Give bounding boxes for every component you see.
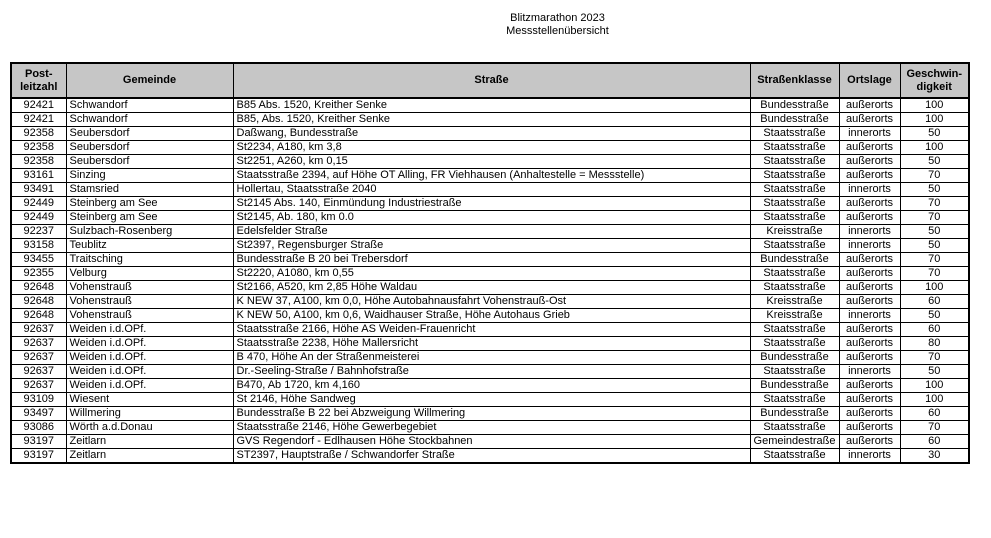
cell-gemeinde: Zeitlarn	[66, 435, 233, 449]
cell-klasse: Bundesstraße	[750, 98, 839, 113]
title-line-2: Messstellenübersicht	[506, 25, 609, 37]
cell-ortslage: innerorts	[839, 365, 900, 379]
cell-ortslage: außerorts	[839, 393, 900, 407]
cell-strasse: K NEW 37, A100, km 0,0, Höhe Autobahnausfahrt Vohenstrauß-Ost	[233, 295, 750, 309]
cell-tempo: 60	[900, 435, 969, 449]
cell-plz: 93161	[11, 169, 66, 183]
cell-klasse: Bundesstraße	[750, 113, 839, 127]
column-header-strasse: Straße	[233, 63, 750, 98]
table-row	[11, 337, 969, 351]
cell-ortslage: außerorts	[839, 253, 900, 267]
cell-gemeinde: Schwandorf	[66, 113, 233, 127]
cell-klasse: Kreisstraße	[750, 295, 839, 309]
cell-gemeinde: Seubersdorf	[66, 155, 233, 169]
cell-tempo: 50	[900, 239, 969, 253]
cell-tempo: 50	[900, 365, 969, 379]
cell-plz: 93497	[11, 407, 66, 421]
table-row	[11, 393, 969, 407]
table-row	[11, 155, 969, 169]
cell-tempo: 60	[900, 407, 969, 421]
cell-klasse: Bundesstraße	[750, 253, 839, 267]
cell-tempo: 100	[900, 281, 969, 295]
cell-tempo: 70	[900, 253, 969, 267]
cell-klasse: Staatsstraße	[750, 211, 839, 225]
cell-strasse: ST2397, Hauptstraße / Schwandorfer Straße	[233, 449, 750, 464]
cell-tempo: 70	[900, 211, 969, 225]
cell-tempo: 60	[900, 323, 969, 337]
cell-gemeinde: Wiesent	[66, 393, 233, 407]
cell-gemeinde: Wörth a.d.Donau	[66, 421, 233, 435]
cell-klasse: Bundesstraße	[750, 407, 839, 421]
cell-klasse: Staatsstraße	[750, 323, 839, 337]
cell-plz: 92421	[11, 98, 66, 113]
cell-klasse: Bundesstraße	[750, 351, 839, 365]
cell-tempo: 50	[900, 183, 969, 197]
cell-strasse: B 470, Höhe An der Straßenmeisterei	[233, 351, 750, 365]
cell-klasse: Staatsstraße	[750, 449, 839, 464]
cell-tempo: 80	[900, 337, 969, 351]
cell-tempo: 50	[900, 309, 969, 323]
cell-tempo: 50	[900, 225, 969, 239]
cell-plz: 92237	[11, 225, 66, 239]
cell-klasse: Staatsstraße	[750, 197, 839, 211]
table-row	[11, 379, 969, 393]
cell-strasse: GVS Regendorf - Edlhausen Höhe Stockbahnen	[233, 435, 750, 449]
column-header-ortslage: Ortslage	[839, 63, 900, 98]
column-header-klasse: Straßenklasse	[750, 63, 839, 98]
cell-ortslage: außerorts	[839, 267, 900, 281]
cell-plz: 93197	[11, 449, 66, 464]
cell-gemeinde: Vohenstrauß	[66, 309, 233, 323]
cell-tempo: 100	[900, 393, 969, 407]
table-row	[11, 113, 969, 127]
cell-strasse: K NEW 50, A100, km 0,6, Waidhauser Straße, Höhe Autohaus Grieb	[233, 309, 750, 323]
cell-ortslage: außerorts	[839, 295, 900, 309]
cell-klasse: Staatsstraße	[750, 393, 839, 407]
table-row	[11, 211, 969, 225]
column-header-gemeinde: Gemeinde	[66, 63, 233, 98]
cell-strasse: St2397, Regensburger Straße	[233, 239, 750, 253]
table-row	[11, 309, 969, 323]
cell-klasse: Staatsstraße	[750, 239, 839, 253]
cell-strasse: Staatsstraße 2238, Höhe Mallersricht	[233, 337, 750, 351]
cell-tempo: 70	[900, 267, 969, 281]
cell-plz: 92637	[11, 379, 66, 393]
cell-strasse: St2234, A180, km 3,8	[233, 141, 750, 155]
cell-gemeinde: Sinzing	[66, 169, 233, 183]
cell-klasse: Bundesstraße	[750, 379, 839, 393]
table-header-row	[11, 63, 969, 98]
table-row	[11, 267, 969, 281]
cell-tempo: 70	[900, 421, 969, 435]
cell-ortslage: außerorts	[839, 155, 900, 169]
cell-gemeinde: Weiden i.d.OPf.	[66, 365, 233, 379]
cell-strasse: Staatsstraße 2394, auf Höhe OT Alling, FR Viehhausen (Anhaltestelle = Messstelle)	[233, 169, 750, 183]
cell-tempo: 100	[900, 379, 969, 393]
cell-plz: 92358	[11, 141, 66, 155]
cell-tempo: 50	[900, 127, 969, 141]
cell-gemeinde: Teublitz	[66, 239, 233, 253]
table-row	[11, 435, 969, 449]
cell-tempo: 50	[900, 155, 969, 169]
column-header-tempo: Geschwin- digkeit	[900, 63, 969, 98]
table-row	[11, 183, 969, 197]
cell-klasse: Gemeindestraße	[750, 435, 839, 449]
cell-plz: 93197	[11, 435, 66, 449]
cell-strasse: St2166, A520, km 2,85 Höhe Waldau	[233, 281, 750, 295]
cell-plz: 92421	[11, 113, 66, 127]
cell-gemeinde: Weiden i.d.OPf.	[66, 351, 233, 365]
cell-gemeinde: Sulzbach-Rosenberg	[66, 225, 233, 239]
cell-strasse: Bundesstraße B 20 bei Trebersdorf	[233, 253, 750, 267]
column-header-plz: Post- leitzahl	[11, 63, 66, 98]
table-row	[11, 253, 969, 267]
cell-gemeinde: Steinberg am See	[66, 211, 233, 225]
cell-plz: 92648	[11, 309, 66, 323]
table-row	[11, 295, 969, 309]
cell-ortslage: außerorts	[839, 435, 900, 449]
cell-ortslage: innerorts	[839, 225, 900, 239]
cell-gemeinde: Seubersdorf	[66, 127, 233, 141]
cell-strasse: B85 Abs. 1520, Kreither Senke	[233, 98, 750, 113]
cell-klasse: Staatsstraße	[750, 337, 839, 351]
cell-ortslage: außerorts	[839, 197, 900, 211]
table-row	[11, 351, 969, 365]
cell-tempo: 100	[900, 141, 969, 155]
table-row	[11, 281, 969, 295]
cell-tempo: 70	[900, 197, 969, 211]
cell-ortslage: außerorts	[839, 98, 900, 113]
table-body	[11, 98, 969, 463]
cell-strasse: Daßwang, Bundesstraße	[233, 127, 750, 141]
cell-ortslage: außerorts	[839, 113, 900, 127]
cell-plz: 92637	[11, 351, 66, 365]
cell-ortslage: innerorts	[839, 309, 900, 323]
cell-strasse: B85, Abs. 1520, Kreither Senke	[233, 113, 750, 127]
cell-ortslage: innerorts	[839, 127, 900, 141]
cell-tempo: 30	[900, 449, 969, 464]
cell-strasse: Staatsstraße 2146, Höhe Gewerbegebiet	[233, 421, 750, 435]
cell-ortslage: außerorts	[839, 407, 900, 421]
cell-gemeinde: Schwandorf	[66, 98, 233, 113]
table-row	[11, 323, 969, 337]
cell-strasse: Bundesstraße B 22 bei Abzweigung Willmering	[233, 407, 750, 421]
table-row	[11, 225, 969, 239]
cell-klasse: Staatsstraße	[750, 267, 839, 281]
cell-strasse: St 2146, Höhe Sandweg	[233, 393, 750, 407]
cell-ortslage: innerorts	[839, 449, 900, 464]
cell-klasse: Staatsstraße	[750, 183, 839, 197]
cell-gemeinde: Vohenstrauß	[66, 281, 233, 295]
title-line-1: Blitzmarathon 2023	[510, 12, 605, 24]
cell-plz: 92358	[11, 127, 66, 141]
cell-plz: 92637	[11, 323, 66, 337]
table-row	[11, 141, 969, 155]
cell-tempo: 60	[900, 295, 969, 309]
table-row	[11, 449, 969, 464]
cell-klasse: Kreisstraße	[750, 309, 839, 323]
cell-gemeinde: Willmering	[66, 407, 233, 421]
cell-strasse: Hollertau, Staatsstraße 2040	[233, 183, 750, 197]
table-row	[11, 169, 969, 183]
cell-ortslage: außerorts	[839, 141, 900, 155]
table-row	[11, 407, 969, 421]
cell-plz: 93086	[11, 421, 66, 435]
cell-plz: 93491	[11, 183, 66, 197]
cell-klasse: Kreisstraße	[750, 225, 839, 239]
cell-plz: 92449	[11, 211, 66, 225]
cell-tempo: 70	[900, 169, 969, 183]
cell-strasse: Edelsfelder Straße	[233, 225, 750, 239]
cell-plz: 93158	[11, 239, 66, 253]
cell-strasse: Dr.-Seeling-Straße / Bahnhofstraße	[233, 365, 750, 379]
table-row	[11, 98, 969, 113]
cell-ortslage: außerorts	[839, 281, 900, 295]
table-row	[11, 239, 969, 253]
table-header	[11, 63, 969, 98]
cell-gemeinde: Traitsching	[66, 253, 233, 267]
document-title	[62, 12, 991, 38]
table-row	[11, 421, 969, 435]
cell-strasse: Staatsstraße 2166, Höhe AS Weiden-Frauenricht	[233, 323, 750, 337]
cell-klasse: Staatsstraße	[750, 281, 839, 295]
cell-gemeinde: Seubersdorf	[66, 141, 233, 155]
cell-plz: 92648	[11, 295, 66, 309]
cell-gemeinde: Stamsried	[66, 183, 233, 197]
cell-gemeinde: Weiden i.d.OPf.	[66, 323, 233, 337]
table-row	[11, 127, 969, 141]
cell-klasse: Staatsstraße	[750, 169, 839, 183]
cell-klasse: Staatsstraße	[750, 365, 839, 379]
cell-ortslage: außerorts	[839, 169, 900, 183]
cell-gemeinde: Zeitlarn	[66, 449, 233, 464]
cell-ortslage: außerorts	[839, 379, 900, 393]
cell-strasse: St2145, Ab. 180, km 0.0	[233, 211, 750, 225]
cell-plz: 92648	[11, 281, 66, 295]
cell-klasse: Staatsstraße	[750, 127, 839, 141]
cell-plz: 92355	[11, 267, 66, 281]
cell-gemeinde: Weiden i.d.OPf.	[66, 379, 233, 393]
cell-tempo: 100	[900, 98, 969, 113]
cell-ortslage: außerorts	[839, 421, 900, 435]
table-row	[11, 365, 969, 379]
cell-ortslage: außerorts	[839, 351, 900, 365]
cell-strasse: B470, Ab 1720, km 4,160	[233, 379, 750, 393]
cell-ortslage: außerorts	[839, 337, 900, 351]
table-row	[11, 197, 969, 211]
cell-plz: 92637	[11, 337, 66, 351]
cell-plz: 93109	[11, 393, 66, 407]
messstellen-table	[10, 62, 970, 464]
cell-gemeinde: Velburg	[66, 267, 233, 281]
cell-klasse: Staatsstraße	[750, 155, 839, 169]
cell-ortslage: außerorts	[839, 323, 900, 337]
cell-plz: 92358	[11, 155, 66, 169]
cell-ortslage: innerorts	[839, 183, 900, 197]
cell-tempo: 70	[900, 351, 969, 365]
cell-tempo: 100	[900, 113, 969, 127]
cell-strasse: St2220, A1080, km 0,55	[233, 267, 750, 281]
cell-plz: 92637	[11, 365, 66, 379]
cell-gemeinde: Vohenstrauß	[66, 295, 233, 309]
cell-klasse: Staatsstraße	[750, 141, 839, 155]
cell-ortslage: außerorts	[839, 211, 900, 225]
cell-klasse: Staatsstraße	[750, 421, 839, 435]
cell-plz: 92449	[11, 197, 66, 211]
cell-strasse: St2251, A260, km 0,15	[233, 155, 750, 169]
cell-plz: 93455	[11, 253, 66, 267]
cell-gemeinde: Weiden i.d.OPf.	[66, 337, 233, 351]
cell-ortslage: innerorts	[839, 239, 900, 253]
cell-gemeinde: Steinberg am See	[66, 197, 233, 211]
cell-strasse: St2145 Abs. 140, Einmündung Industriestraße	[233, 197, 750, 211]
